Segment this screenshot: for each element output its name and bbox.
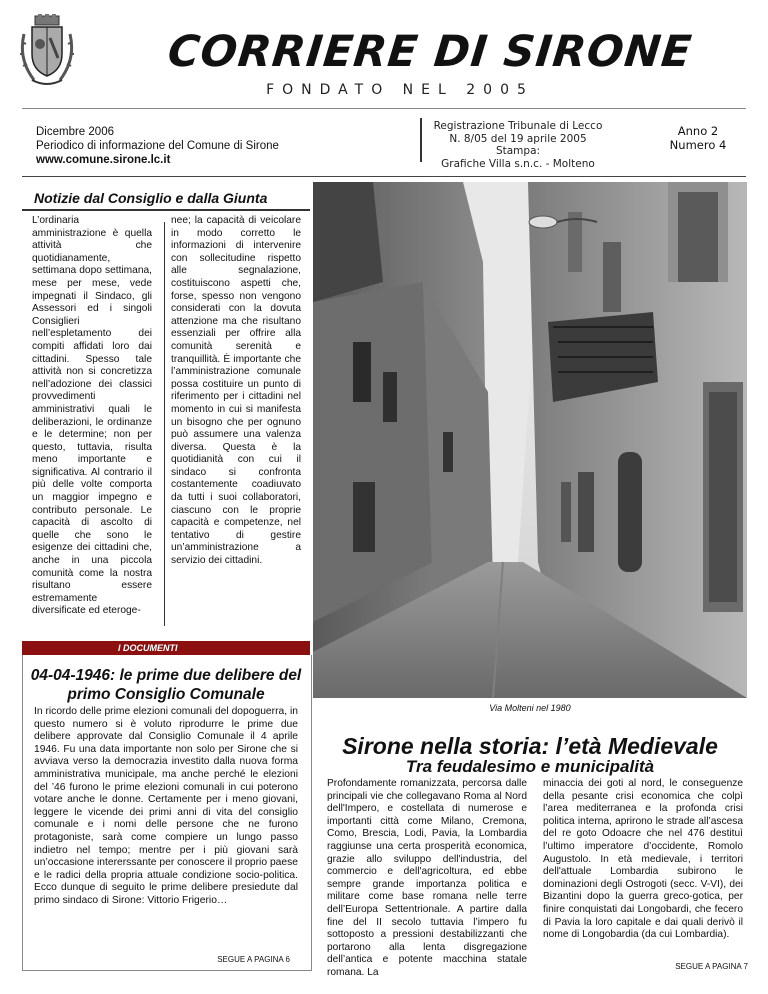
- issue-year: Anno 2: [677, 124, 719, 138]
- documents-label: I DOCUMENTI: [118, 643, 178, 653]
- registration-number: N. 8/05 del 19 aprile 2005: [449, 132, 587, 145]
- history-title: Sirone nella storia: l’età Medievale: [342, 733, 718, 759]
- section-underline: [22, 209, 310, 211]
- municipal-crest: [18, 14, 76, 88]
- issue-date: Dicembre 2006: [36, 126, 114, 138]
- founded-line: FONDATO NEL 2005: [266, 82, 534, 98]
- history-text-1: Profondamente romanizzata, percorsa dalle principali vie che collegavano Roma al Nord dell'Impero, e costellata di numerose e importanti città come Milano, Cremona, Como, Brescia, Lodi, Pavia, la Lombardia raggiunse una certa prosperità economica, grazie allo sviluppo dell'industria, del commercio e dell'agricoltura, ed ebbe sempre grande importanza politica e militare come base romana nelle terre dell’Europa Settentrionale. A partire dalla fine del II secolo tuttavia l’impero fu sottoposto a pressioni destabilizzanti che portarono alla lenta disgregazione dell’antica e potente macchina statale romana. La: [327, 778, 527, 978]
- registration-info: [428, 120, 608, 170]
- documents-title: 04-04-1946: le prime due delibere del primo Consiglio Comunale: [30, 667, 302, 703]
- issue-number-box: [660, 124, 736, 152]
- history-subtitle: Tra feudalesimo e municipalità: [405, 757, 655, 776]
- street-photo: [313, 182, 747, 698]
- council-column-2: [171, 215, 301, 568]
- history-column-1: [327, 778, 527, 980]
- column-divider: [164, 222, 165, 626]
- header-divider: [22, 176, 746, 177]
- top-divider: [22, 108, 746, 109]
- history-continue[interactable]: SEGUE A PAGINA 7: [675, 962, 748, 971]
- issue-number: Numero 4: [669, 138, 727, 152]
- issue-info: [36, 125, 406, 167]
- periodical-description: Periodico di informazione del Comune di Sirone: [36, 140, 279, 152]
- documents-body: In ricordo delle prime elezioni comunali del dopoguerra, in questo numero si è voluto riprodurre le prime due delibere approvate dal Consiglio Comunale il 4 aprile 1946. Fu una data importante non solo per Sirone che si avviava verso la democrazia investito dalla nuova forma amministrativa municipale, ma anche perché le elezioni del ’46 furono le prime elezioni comunali in cui poterono votare anche le donne. Certamente per i meno giovani, leggere le vicende dei primi anni di vita del consiglio comunale e i nomi delle persone che ne furono protagoniste, sarà come compiere un lungo passo indietro nel tempo; mentre per i più giovani sarà un’occasione intererssante per conoscere il proprio paese e le radici della propria attuale condizione socio-politica. Ecco dunque di seguito le prime delibere presiedute dal primo sindaco di Sirone: Vittorio Frigerio…: [34, 706, 298, 906]
- council-column-1: [32, 215, 152, 618]
- council-text-2: nee; la capacità di veicolare in modo corretto le informazioni di intervenire con sollecitudine rispetto alle segnalazione, costituiscono aspetti che, forse, spesso non vengono considerati con la dovuta attenzione ma che risultano essenziali per offrire alla comunità serenità e tranquillità. È importante che l’amministrazione comunale possa costituire un punto di riferimento per i cittadini nel momento in cui si manifesta un bisogno che per ognuno può assumere una valenza diversa. Questa è la quotidianità con cui il sindaco si confronta costantemente coadiuvato da tutti i suoi collaboratori, ciascuno con le proprie capacità e competenze, nel tentativo di gestire un’amministrazione a servizio dei cittadini.: [171, 215, 301, 567]
- council-text-1: L’ordinaria amministrazione è quella attività che quotidianamente, settimana dopo settimana, mese per mese, vede impegnati il Sindaco, gli Assessori ed i singoli Consiglieri nell’espletamento dei compiti affidati loro dai cittadini. Spesso tale attività non si concretizza nell’adozione dei classici provvedimenti amministrativi quali le deliberazioni, le ordinanze e le determine; non per questo, tuttavia, risulta meno importante e significativa. Al contrario il più delle volte comporta un maggior impegno e contributo personale. Le capacità di ascolto di quelle che sono le esigenze dei cittadini che, anche in una piccola comunità come la nostra risultano essere estremamente diversificate ed eteroge-: [32, 215, 152, 617]
- printer-name: Grafiche Villa s.n.c. - Molteno: [441, 157, 595, 170]
- history-column-2: [543, 778, 743, 942]
- documents-continue[interactable]: SEGUE A PAGINA 6: [217, 955, 290, 964]
- council-section-title: Notizie dal Consiglio e dalla Giunta: [34, 190, 268, 206]
- history-text-2: minaccia dei goti al nord, le conseguenze della pesante crisi economica che colpì l’area mediterranea e la profonda crisi politica interna, aprirono le strade all’ascesa del re goto Odoacre che nel 476 destituì l’ultimo imperatore d’occidente, Romolo Augustolo. In età medievale, i territori dell'attuale Lombardia subirono le dominazioni degli Ostrogoti (secc. V-VI), dei Bizantini dopo la guerra greco-gotica, per finire conquistati dai Longobardi, che fecero di Pavia la loro capitale e dai quali derivò il nome di Longobardia (da cui Lombardia).: [543, 778, 743, 941]
- photo-caption: Via Molteni nel 1980: [489, 703, 571, 713]
- registration-line: Registrazione Tribunale di Lecco: [433, 120, 603, 132]
- masthead-title: CORRIERE DI SIRONE: [165, 27, 695, 77]
- print-label: Stampa:: [495, 145, 541, 157]
- info-divider: [420, 118, 422, 162]
- website-link[interactable]: www.comune.sirone.lc.it: [36, 154, 171, 166]
